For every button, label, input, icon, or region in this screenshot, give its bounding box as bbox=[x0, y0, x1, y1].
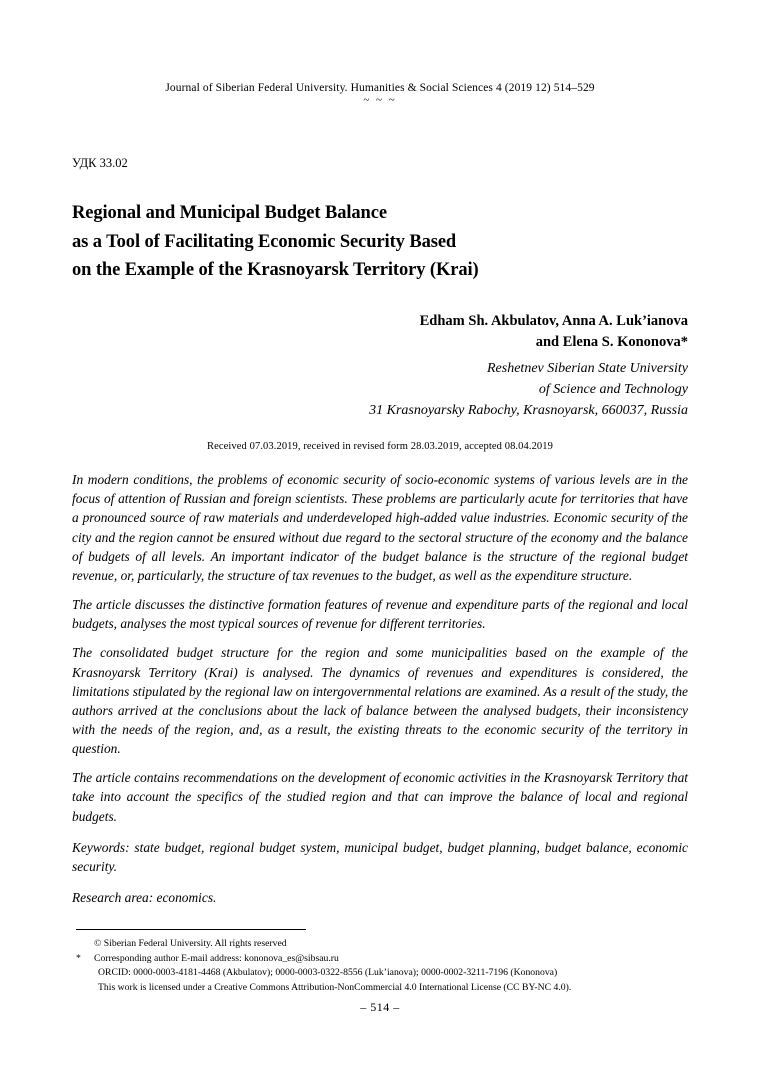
footnotes bbox=[72, 937, 688, 995]
affiliation-line-2: of Science and Technology bbox=[538, 382, 688, 398]
affiliation bbox=[72, 358, 688, 421]
footnote-license: This work is licensed under a Creative Commons Attribution-NonCommercial 4.0 International License (CC BY-NC 4.0). bbox=[98, 981, 572, 993]
affiliation-line-1: Reshetnev Siberian State University bbox=[487, 361, 688, 377]
ornament-divider: ~ ~ ~ bbox=[363, 94, 397, 107]
title-line-3: on the Example of the Krasnoyarsk Territory (Krai) bbox=[72, 260, 479, 281]
footnote-corresponding-author: Corresponding author E-mail address: kononova_es@sibsau.ru bbox=[94, 952, 339, 964]
received-dates: Received 07.03.2019, received in revised form 28.03.2019, accepted 08.04.2019 bbox=[207, 441, 553, 453]
title-line-2: as a Tool of Facilitating Economic Security Based bbox=[72, 231, 457, 252]
abstract-paragraph-3: The consolidated budget structure for the region and some municipalities based on the example of the Krasnoyarsk Territory (Krai) is analysed. The dynamics of revenues and expenditures is considered, the limitations stipulated by the regional law on intergovernmental relations are examined. As a result of the study, the authors arrived at the conclusions about the lack of balance between the analysed budgets, their inconsistency with the needs of the region, and, as a result, the existing threats to the economic security of the territory in question. bbox=[72, 645, 688, 757]
footnote-corresponding-row bbox=[72, 952, 688, 967]
author-line-2: and Elena S. Kononova* bbox=[535, 334, 688, 351]
research-area: Research area: economics. bbox=[72, 890, 217, 906]
author-list bbox=[72, 311, 688, 353]
footnote-asterisk: * bbox=[76, 952, 81, 964]
footnote-copyright: © Siberian Federal University. All rights reserved bbox=[94, 938, 287, 950]
footnote-copyright-row bbox=[72, 937, 688, 952]
udk-code: УДК 33.02 bbox=[72, 156, 128, 171]
affiliation-address: 31 Krasnoyarsky Rabochy, Krasnoyarsk, 660037, Russia bbox=[369, 403, 688, 419]
keywords: Keywords: state budget, regional budget system, municipal budget, budget planning, budget balance, economic security. bbox=[72, 839, 688, 874]
abstract-paragraph-1: In modern conditions, the problems of economic security of socio-economic systems of various levels are in the focus of attention of Russian and foreign scientists. These problems are particularly acute for territories that have a pronounced source of raw materials and underdeveloped high-added value industries. Economic security of the city and the region cannot be ensured without due regard to the sectoral structure of the economy and the balance of budgets of all levels. An important indicator of the budget balance is the structure of the regional budget revenue, or, particularly, the structure of tax revenues to the budget, as well as the expenditure structure. bbox=[72, 472, 688, 583]
title-line-1: Regional and Municipal Budget Balance bbox=[72, 203, 387, 224]
abstract-paragraph-2: The article discusses the distinctive formation features of revenue and expenditure parts of the regional and local budgets, analyses the most typical sources of revenue for different territories. bbox=[72, 597, 688, 632]
abstract bbox=[72, 470, 688, 826]
journal-header: Journal of Siberian Federal University. Humanities & Social Sciences 4 (2019 12) 514–529 bbox=[165, 82, 595, 94]
author-line-1: Edham Sh. Akbulatov, Anna A. Luk’ianova bbox=[419, 313, 688, 330]
page-content bbox=[72, 80, 688, 995]
page-title bbox=[72, 199, 688, 285]
abstract-paragraph-4: The article contains recommendations on the development of economic activities in the Krasnoyarsk Territory that take into account the specifics of the studied region and that can improve the balance of local and regional budgets. bbox=[72, 770, 688, 824]
page-number: – 514 – bbox=[360, 1000, 400, 1014]
footnote-orcid: ORCID: 0000-0003-4181-4468 (Akbulatov); 0000-0003-0322-8556 (Luk’ianova); 0000-0002-3211-7196 (Kononova) bbox=[98, 967, 558, 979]
footnote-divider bbox=[76, 929, 306, 930]
